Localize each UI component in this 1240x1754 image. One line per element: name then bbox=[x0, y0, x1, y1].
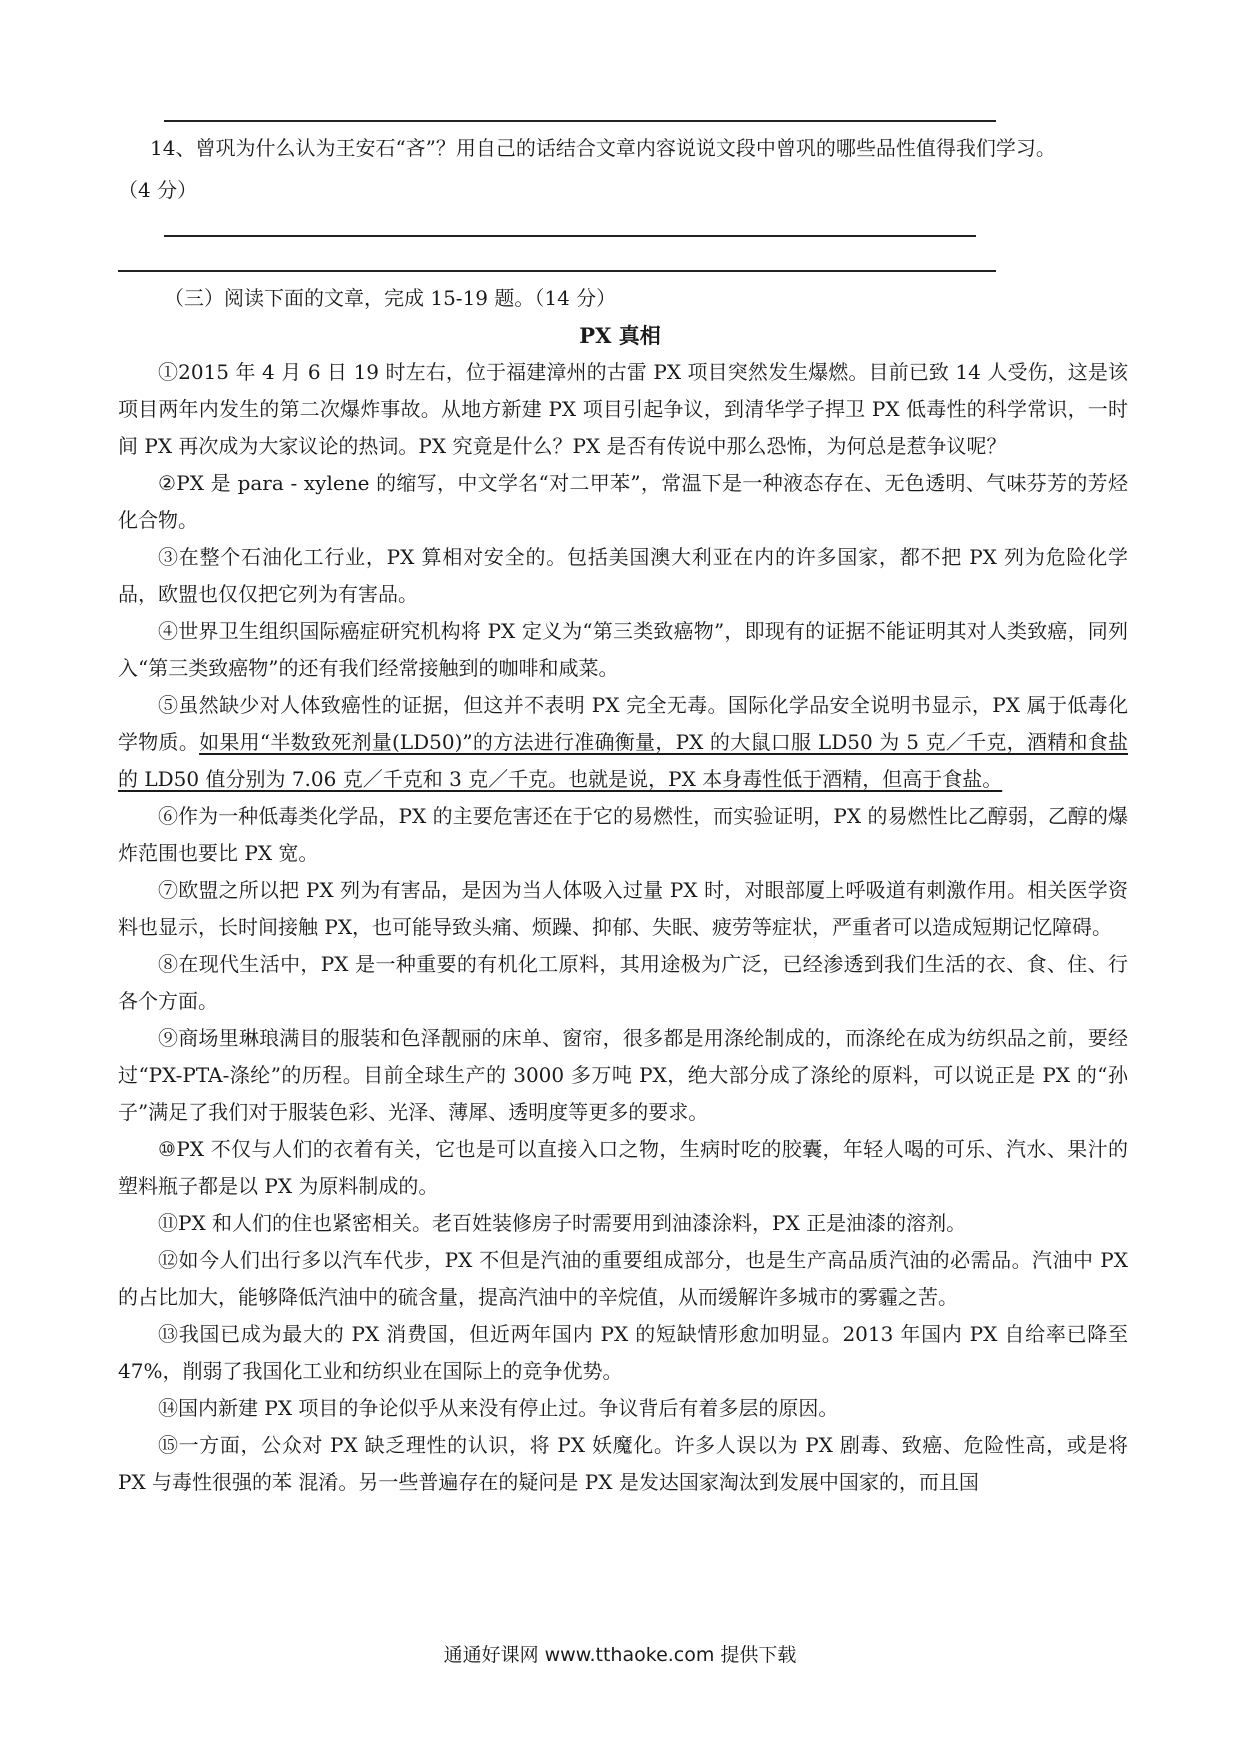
paragraph-3: ③在整个石油化工行业，PX 算相对安全的。包括美国澳大利亚在内的许多国家，都不把 PX 列为危险化学品，欧盟也仅仅把它列为有害品。 bbox=[118, 545, 1128, 606]
answer-line bbox=[118, 270, 996, 272]
paragraph-8: ⑧在现代生活中，PX 是一种重要的有机化工原料，其用途极为广泛，已经渗透到我们生活的衣、食、住、行各个方面。 bbox=[118, 952, 1128, 1013]
answer-line bbox=[164, 235, 976, 237]
paragraph-4: ④世界卫生组织国际癌症研究机构将 PX 定义为“第三类致癌物”，即现有的证据不能证明其对人类致癌，同列入“第三类致癌物”的还有我们经常接触到的咖啡和咸菜。 bbox=[118, 619, 1128, 680]
paragraph-12: ⑫如今人们出行多以汽车代步，PX 不但是汽油的重要组成部分，也是生产高品质汽油的必需品。汽油中 PX 的占比加大，能够降低汽油中的硫含量，提高汽油中的辛烷值，从而缓解许多城市的雾霾之苦。 bbox=[118, 1248, 1128, 1309]
paragraph-13: ⑬我国已成为最大的 PX 消费国，但近两年国内 PX 的短缺情形愈加明显。2013 年国内 PX 自给率已降至 47%，削弱了我国化工业和纺织业在国际上的竞争优势。 bbox=[118, 1322, 1128, 1383]
paragraph-9: ⑨商场里琳琅满目的服装和色泽靓丽的床单、窗帘，很多都是用涤纶制成的，而涤纶在成为纺织品之前，要经过“PX-PTA-涤纶”的历程。目前全球生产的 3000 多万吨 PX，绝大部分成了涤纶的原料，可以说正是 PX 的“孙子”满足了我们对于服装色彩、光泽、薄犀、透明度等更多的要求。 bbox=[118, 1026, 1128, 1124]
question-14: 14、曾巩为什么认为王安石“吝”？用自己的话结合文章内容说说文段中曾巩的哪些品性值得我们学习。 bbox=[150, 136, 1056, 160]
paragraph-6: ⑥作为一种低毒类化学品，PX 的主要危害还在于它的易燃性，而实验证明，PX 的易燃性比乙醇弱，乙醇的爆炸范围也要比 PX 宽。 bbox=[118, 804, 1128, 865]
question-14-score: （4 分） bbox=[118, 178, 198, 202]
paragraph-7: ⑦欧盟之所以把 PX 列为有害品，是因为当人体吸入过量 PX 时，对眼部厦上呼吸道有刺激作用。相关医学资料也显示，长时间接触 PX，也可能导致头痛、烦躁、抑郁、失眠、疲劳等症状，严重者可以造成短期记忆障碍。 bbox=[118, 878, 1128, 939]
paragraph-5-intro: ⑤虽然缺少对人体致癌性的证据，但这并不表明 PX 完全无毒。国际化学品安全说明书显示，PX 属于低毒化学物质。 bbox=[118, 693, 1128, 754]
answer-line bbox=[164, 120, 996, 122]
paragraph-10: ⑩PX 不仅与人们的衣着有关，它也是可以直接入口之物，生病时吃的胶囊，年轻人喝的可乐、汽水、果汁的塑料瓶子都是以 PX 为原料制成的。 bbox=[118, 1137, 1128, 1198]
paragraph-15: ⑮一方面，公众对 PX 缺乏理性的认识，将 PX 妖魔化。许多人误以为 PX 剧毒、致癌、危险性高，或是将 PX 与毒性很强的苯 混淆。另一些普遍存在的疑问是 PX 是发达国家淘汰到发展中国家的，而且国 bbox=[118, 1433, 1128, 1494]
paragraph-5 bbox=[118, 687, 1128, 798]
paragraph-5-underlined: 如果用“半数致死剂量(LD50)”的方法进行准确衡量，PX 的大鼠口服 LD50 为 5 克／千克，酒精和食盐的 LD50 值分别为 7.06 克／千克和 3 克／千克。也就是说，PX 本身毒性低于酒精，但高于食盐。 bbox=[118, 730, 1129, 791]
article-title: PX 真相 bbox=[579, 323, 661, 348]
section-heading: （三）阅读下面的文章，完成 15-19 题。（14 分） bbox=[164, 286, 617, 310]
paragraph-14: ⑭国内新建 PX 项目的争论似乎从来没有停止过。争议背后有着多层的原因。 bbox=[158, 1396, 839, 1420]
paragraph-11: ⑪PX 和人们的住也紧密相关。老百姓装修房子时需要用到油漆涂料，PX 正是油漆的溶剂。 bbox=[158, 1211, 967, 1235]
page-footer: 通通好课网 www.tthaoke.com 提供下载 bbox=[443, 1644, 797, 1666]
paragraph-2: ②PX 是 para - xylene 的缩写，中文学名“对二甲苯”，常温下是一种液态存在、无色透明、气味芬芳的芳烃化合物。 bbox=[118, 471, 1128, 532]
article-body bbox=[118, 354, 1128, 1501]
paragraph-1: ①2015 年 4 月 6 日 19 时左右，位于福建漳州的古雷 PX 项目突然发生爆燃。目前已致 14 人受伤，这是该项目两年内发生的第二次爆炸事故。从地方新建 PX 项目引起争议，到清华学子捍卫 PX 低毒性的科学常识，一时间 PX 再次成为大家议论的热词。PX 究竟是什么？PX 是否有传说中那么恐怖，为何总是惹争议呢？ bbox=[118, 360, 1128, 458]
